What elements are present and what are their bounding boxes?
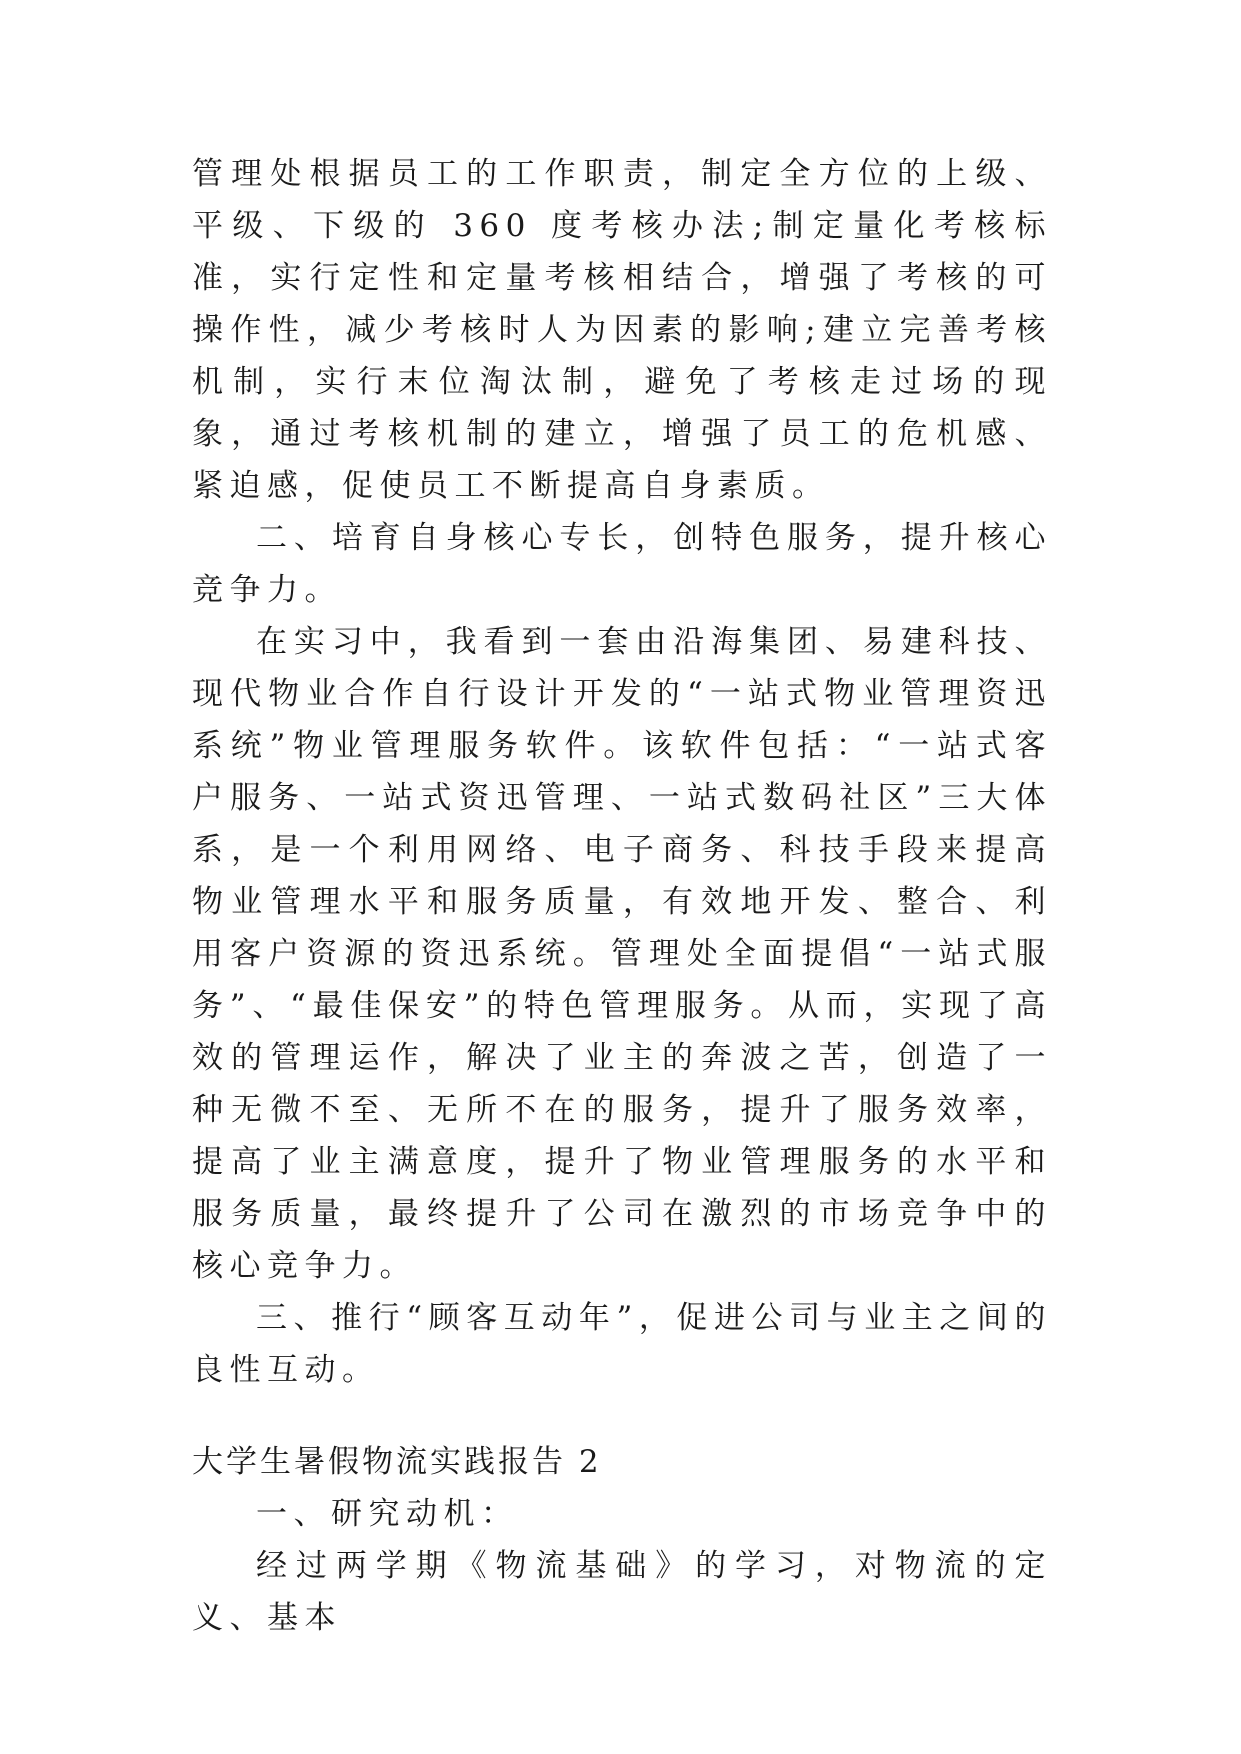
heading-research-motivation: 一、研究动机：: [256, 1496, 519, 1532]
document-body: [192, 148, 1052, 1644]
paragraph-logistics-study: 经过两学期《物流基础》的学习，对物流的定义、基本: [192, 1548, 1052, 1636]
heading-core-competence: 二、培育自身核心专长，创特色服务，提升核心竞争力。: [192, 520, 1052, 608]
paragraph-one-stop-system: 在实习中，我看到一套由沿海集团、易建科技、现代物业合作自行设计开发的“一站式物业管理资迅系统”物业管理服务软件。该软件包括：“一站式客户服务、一站式资迅管理、一站式数码社区”三大体系，是一个利用网络、电子商务、科技手段来提高物业管理水平和服务质量，有效地开发、整合、利用客户资源的资迅系统。管理处全面提倡“一站式服务”、“最佳保安”的特色管理服务。从而，实现了高效的管理运作，解决了业主的奔波之苦，创造了一种无微不至、无所不在的服务，提升了服务效率，提高了业主满意度，提升了物业管理服务的水平和服务质量，最终提升了公司在激烈的市场竞争中的核心竞争力。: [192, 624, 1052, 1284]
section-spacer: [192, 1396, 1052, 1436]
heading-customer-interaction: 三、推行“顾客互动年”，促进公司与业主之间的良性互动。: [192, 1300, 1052, 1388]
paragraph-assessment: 管理处根据员工的工作职责，制定全方位的上级、平级、下级的 360 度考核办法;制定量化考核标准，实行定性和定量考核相结合，增强了考核的可操作性，减少考核时人为因素的影响;建立完善考核机制，实行末位淘汰制，避免了考核走过场的现象，通过考核机制的建立，增强了员工的危机感、紧迫感，促使员工不断提高自身素质。: [192, 156, 1052, 504]
section-title: 大学生暑假物流实践报告 2: [192, 1444, 602, 1480]
